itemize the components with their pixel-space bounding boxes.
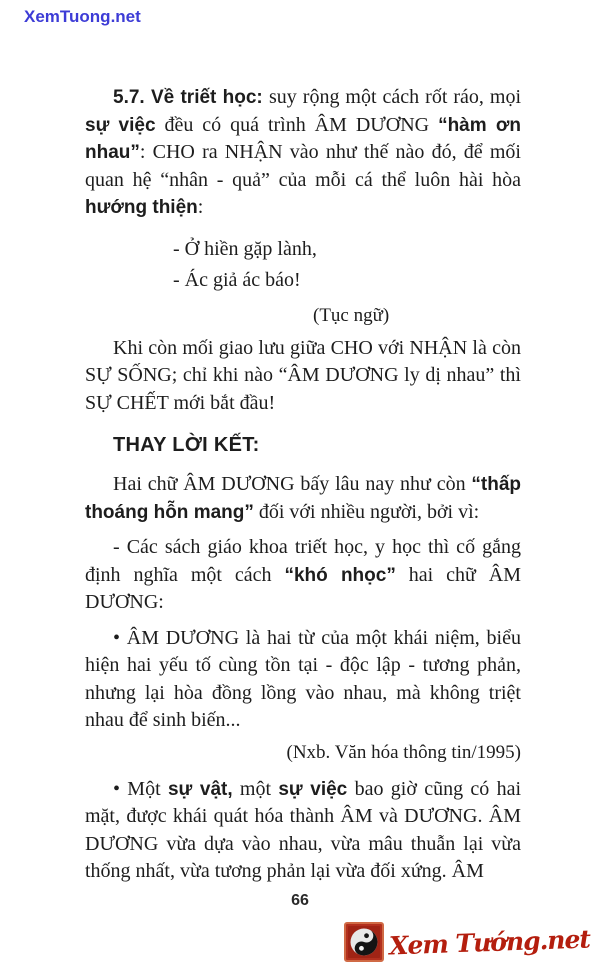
text-run: sự việc: [278, 778, 348, 800]
logo-text: Xem Tướng.net: [388, 924, 591, 960]
text-run: Hai chữ ÂM DƯƠNG bấy lâu nay như còn: [113, 473, 472, 495]
page-content: [85, 84, 521, 886]
proverb-attribution: [313, 302, 521, 329]
text-run: suy rộng một cách rốt ráo, mọi: [269, 86, 522, 108]
paragraph-cho-nhan: [85, 335, 521, 418]
text-run: “thấp thoáng hỗn mang”: [85, 474, 521, 523]
page-number: 66: [291, 892, 309, 909]
text-run: (Tục ngữ): [313, 304, 390, 326]
text-run: sự vật,: [167, 778, 233, 800]
text-run: 5.7. Về triết học:: [113, 87, 270, 108]
text-run: - Ở hiền gặp lành,: [173, 237, 317, 260]
text-run: đối với nhiều người, bởi vì:: [253, 500, 480, 523]
paragraph-sach-giao-khoa: [85, 534, 521, 617]
source-attribution: [85, 739, 521, 766]
paragraph-hai-chu: [85, 471, 521, 526]
text-run: sự việc: [85, 114, 156, 136]
text-run: • Một: [113, 777, 168, 800]
text-run: (Nxb. Văn hóa thông tin/1995): [286, 741, 521, 763]
proverb-line-2: [173, 265, 521, 296]
yin-yang-icon: [344, 921, 384, 963]
text-run: hai chữ ÂM DƯƠNG:: [85, 563, 521, 613]
watermark-link[interactable]: XemTuong.net: [24, 7, 141, 26]
text-run: Khi còn mối giao lưu giữa CHO với NHẬN là còn SỰ SỐNG; chỉ khi nào “ÂM DƯƠNG ly dị nhau” thì SỰ CHẾT mới bắt đầu!: [85, 336, 521, 414]
text-run: đều có quá trình ÂM DƯƠNG: [155, 113, 439, 136]
text-run: - Ác giả ác báo!: [173, 268, 301, 291]
bullet-khai-niem: [85, 625, 521, 735]
proverb-line-1: [173, 234, 521, 265]
text-run: hướng thiện: [85, 197, 198, 218]
text-run: :: [197, 196, 204, 218]
text-run: “khó nhọc”: [284, 564, 396, 586]
text-run: bao giờ cũng có hai mặt, được khái quát hóa thành ÂM và DƯƠNG. ÂM DƯƠNG vừa dựa vào nhau, vừa mâu thuẫn lại vừa thống nhất, vừa tương phản lại vừa đối xứng. ÂM: [85, 777, 522, 882]
site-logo[interactable]: [344, 921, 590, 963]
text-run: “hàm ơn nhau”: [85, 114, 521, 163]
text-run: THAY LỜI KẾT:: [113, 434, 260, 456]
text-run: - Các sách giáo khoa triết học, y học thì cố gắng định nghĩa một cách: [85, 536, 521, 586]
section-heading-thay-loi-ket: [85, 431, 521, 459]
bullet-su-vat-su-viec: [85, 776, 521, 886]
paragraph-triet-hoc: [85, 84, 521, 222]
text-run: • ÂM DƯƠNG là hai từ của một khái niệm, biểu hiện hai yếu tố cùng tồn tại - độc lập - tương phản, nhưng lại hòa đồng lồng vào nhau, mà không triệt nhau để sinh biến...: [85, 626, 521, 731]
text-run: : CHO ra NHẬN vào như thế nào đó, để mối quan hệ “nhân - quả” của mỗi cá thể luôn hài hòa: [85, 141, 521, 191]
text-run: một: [232, 777, 279, 800]
